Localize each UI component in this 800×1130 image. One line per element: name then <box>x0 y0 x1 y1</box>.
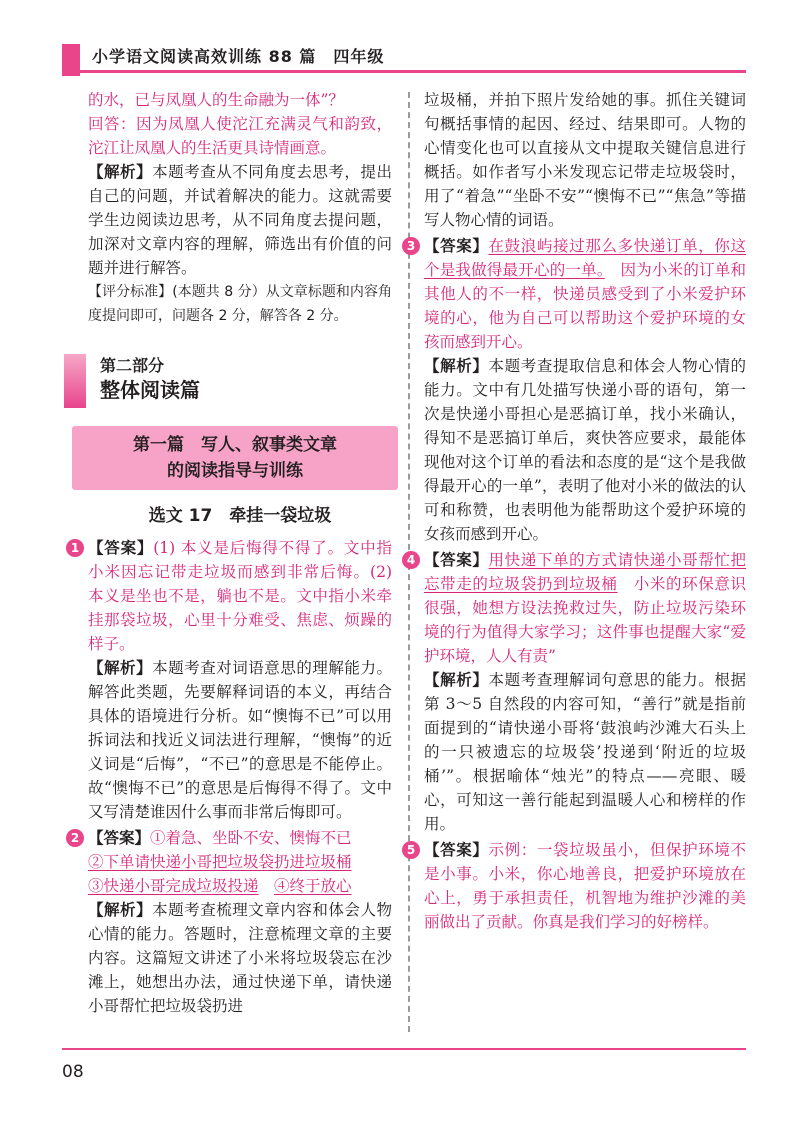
analysis-text: 本题考查对词语意思的理解能力。解答此类题，先要解释词语的本义，再结合具体的语境进行分析。如“懊悔不已”可以用拆词法和找近义词法进行理解，“懊悔”的近义词是“后悔”，“不已”的意思是不能停止。故“懊悔不已”的意思是后悔得不得了。文中又写清楚谁因什么事而非常后悔即可。 <box>88 659 392 821</box>
continued-analysis: 垃圾桶，并拍下照片发给她的事。抓住关键词句概括事情的起因、经过、结果即可。人物的心情变化也可以直接从文中提取关键信息进行概括。如作者写小米发现忘记带走垃圾袋时，用了“着急”“坐卧不安”“懊悔不已”“焦急”等描写人物心情的词语。 <box>424 91 746 229</box>
question-4 <box>406 548 746 836</box>
answer-label: 【答案】 <box>88 538 154 557</box>
answer-text: 示例：一袋垃圾虽小，但保护环境不是小事。小米，你心地善良，把爱护环境放在心上，勇于承担责任，机智地为维护沙滩的美丽做出了贡献。你真是我们学习的好榜样。 <box>424 841 746 931</box>
analysis-label: 【解析】 <box>88 162 153 181</box>
part-heading-bar <box>64 354 86 408</box>
part-subtitle: 第二部分 <box>100 356 165 375</box>
answer-quote: 在鼓浪屿接过那么多快递订单，你这个是我做得最开心的一单。 <box>424 237 746 279</box>
question-number-badge: 2 <box>66 829 84 847</box>
answer-quote: 用快递下单的方式请快递小哥帮忙把忘带走的垃圾袋扔到垃圾桶 <box>424 551 746 593</box>
analysis-text: 本题考查从不同角度去思考，提出自己的问题，并试着解决的能力。这就需要学生边阅读边思考，从不同角度去提问题，加深对文章内容的理解，筛选出有价值的问题并进行解答。 <box>88 163 392 277</box>
question-number-badge: 1 <box>66 539 84 557</box>
question-1 <box>70 536 392 824</box>
question-5 <box>406 838 746 934</box>
banner-line-2: 的阅读指导与训练 <box>167 461 303 481</box>
question-number-badge: 4 <box>402 551 420 569</box>
analysis-text: 本题考查提取信息和体会人物心情的能力。文中有几处描写快递小哥的语句，第一次是快递小哥担心是恶搞订单，找小米确认，得知不是恶搞订单后，爽快答应要求，最能体现他对这个订单的看法和态度的是“这个是我做得最开心的一单”，表明了他对小米的做法的认可和称赞，也表明他为能帮助这个爱护环境的女孩而感到开心。 <box>424 357 746 543</box>
answer-step-4: ④终于放心 <box>274 877 352 895</box>
book-title: 小学语文阅读高效训练 88 篇 四年级 <box>92 47 385 66</box>
banner-line-1: 第一篇 写人、叙事类文章 <box>133 435 337 455</box>
analysis-label: 【解析】 <box>88 658 153 677</box>
footer-rule <box>62 1048 746 1050</box>
analysis-block <box>88 160 392 280</box>
answer-text: (1) 本义是后悔得不得了。文中指小米因忘记带走垃圾而感到非常后悔。(2) 本义是坐也不是，躺也不是。文中指小米牵挂那袋垃圾，心里十分难受、焦虑、烦躁的样子。 <box>88 539 392 653</box>
page-number: 08 <box>62 1062 84 1082</box>
header-rule <box>62 70 746 73</box>
answer-text: 因为小米的订单和其他人的不一样，快递员感受到了小米爱护环境的心，他为自己可以帮助这个爱护环境的女孩而感到开心。 <box>424 261 746 351</box>
article-title: 选文 17 牵挂一袋垃圾 <box>148 506 332 526</box>
continued-answer: 回答：因为凤凰人使沱江充满灵气和韵致，沱江让凤凰人的生活更具诗情画意。 <box>88 115 392 157</box>
right-column <box>406 88 746 934</box>
section-banner <box>72 426 398 490</box>
question-2 <box>70 826 392 1018</box>
analysis-label: 【解析】 <box>88 900 153 919</box>
answer-label: 【答案】 <box>424 840 489 859</box>
answer-label: 【答案】 <box>88 828 151 847</box>
scoring-criteria: 【评分标准】(本题共 8 分）从文章标题和内容角度提问即可，问题各 2 分，解答各 2 分。 <box>88 284 392 324</box>
answer-text: 小米的环保意识很强，她想方设法挽救过失，防止垃圾污染环境的行为值得大家学习；这件事也提醒大家“爱护环境，人人有责” <box>424 575 746 665</box>
continued-question: 的水，已与凤凰人的生命融为一体”？ <box>88 91 344 109</box>
part-title: 整体阅读篇 <box>100 378 200 402</box>
answer-step-3: ③快递小哥完成垃圾投递 <box>88 877 259 895</box>
question-number-badge: 5 <box>402 841 420 859</box>
question-number-badge: 3 <box>402 237 420 255</box>
part-heading <box>88 354 392 412</box>
left-column <box>70 88 392 1018</box>
answer-label: 【答案】 <box>424 236 489 255</box>
analysis-text: 本题考查梳理文章内容和体会人物心情的能力。答题时，注意梳理文章的主要内容。这篇短文讲述了小米将垃圾袋忘在沙滩上，她想出办法，通过快递下单，请快递小哥帮忙把垃圾袋扔进 <box>88 901 392 1015</box>
answer-step-1: ①着急、坐卧不安、懊悔不已 <box>150 829 352 847</box>
analysis-label: 【解析】 <box>424 356 489 375</box>
question-3 <box>406 234 746 546</box>
answer-step-2: ②下单请快递小哥把垃圾袋扔进垃圾桶 <box>88 853 352 871</box>
analysis-label: 【解析】 <box>424 670 489 689</box>
answer-label: 【答案】 <box>424 550 489 569</box>
analysis-text: 本题考查理解词句意思的能力。根据第 3～5 自然段的内容可知，“善行”就是指前面提到的“请快递小哥将‘鼓浪屿沙滩大石头上的一只被遗忘的垃圾袋’投递到‘附近的垃圾桶’”。根据喻体“烛光”的特点——亮眼、暖心，可知这一善行能起到温暖人心和榜样的作用。 <box>424 671 746 833</box>
